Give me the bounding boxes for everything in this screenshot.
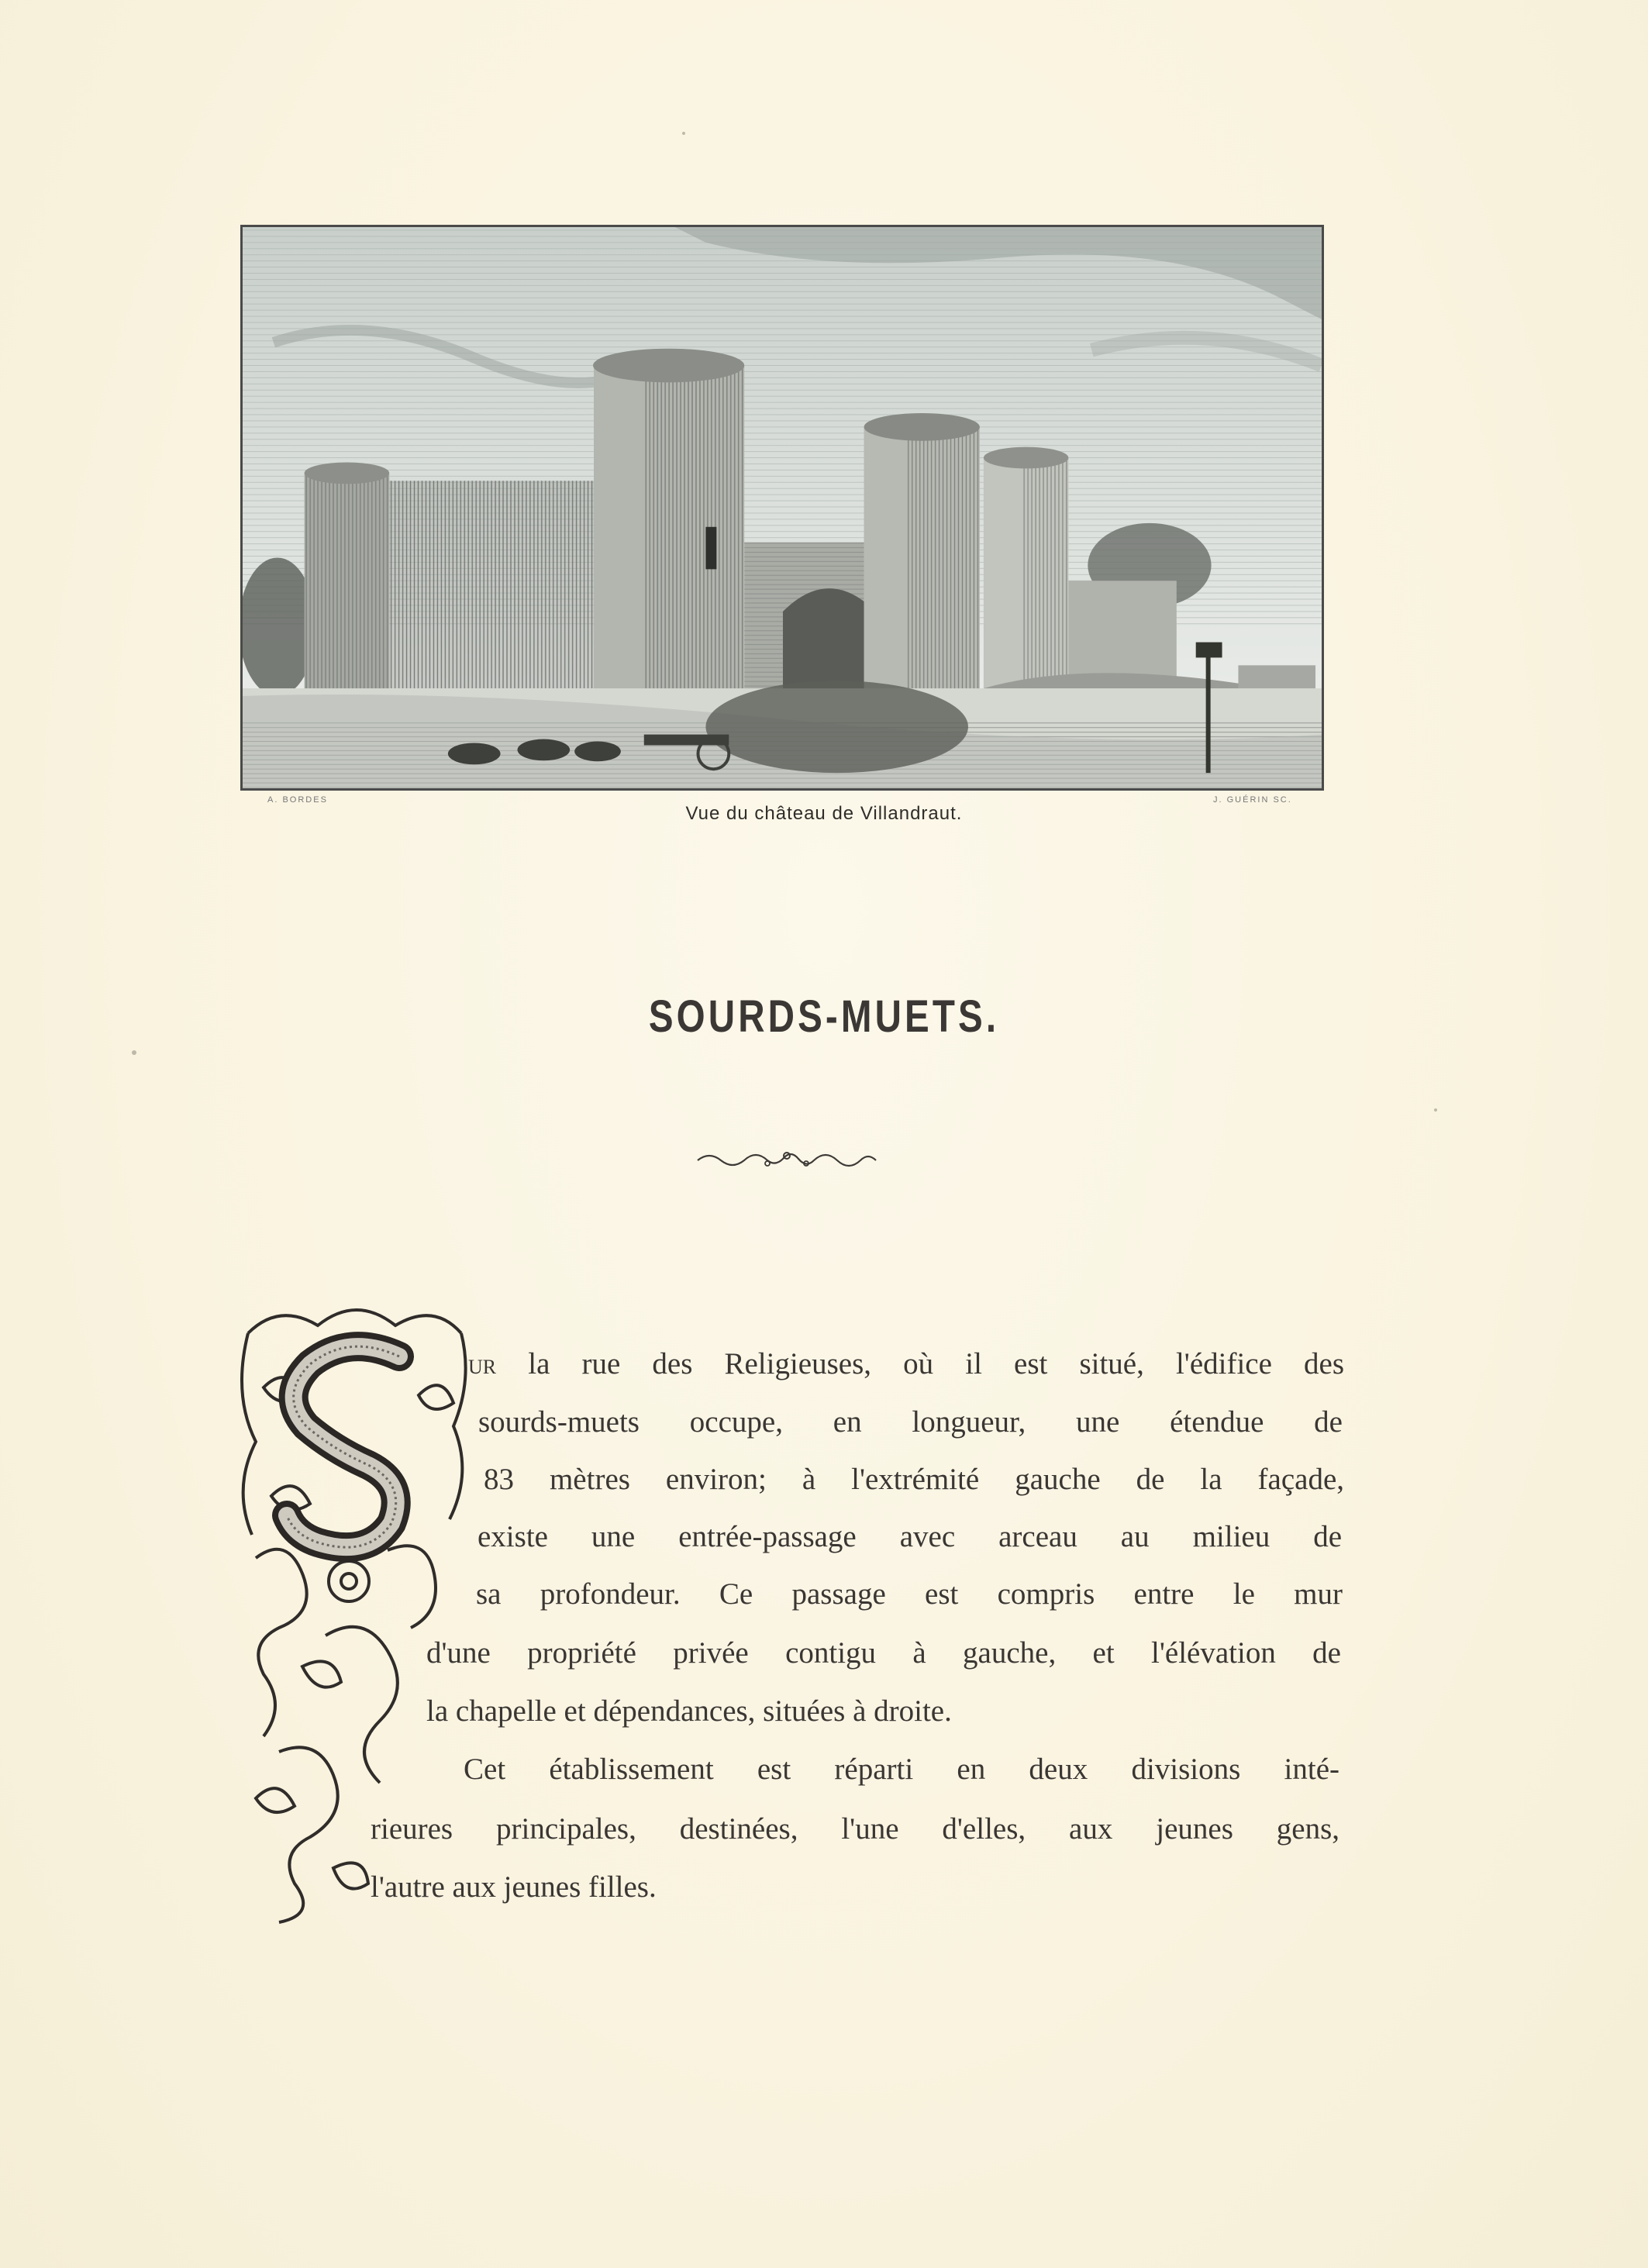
chateau-engraving xyxy=(240,225,1324,791)
engraver-credit-right: J. GUÉRIN SC. xyxy=(1213,795,1292,805)
paper-speck xyxy=(1434,1108,1437,1112)
page-title: SOURDS-MUETS. xyxy=(648,991,1000,1042)
text-line-8: Cet établissement est réparti en deux divisions inté- xyxy=(464,1753,1339,1786)
text-line-7: la chapelle et dépendances, situées à droite. xyxy=(426,1694,952,1728)
text-line-2: sourds-muets occupe, en longueur, une étendue de xyxy=(478,1405,1343,1439)
text-line-1 xyxy=(468,1345,1344,1384)
paper-speck xyxy=(132,1050,136,1055)
text-line-3: 83 mètres environ; à l'extrémité gauche de la façade, xyxy=(484,1463,1344,1496)
image-caption: Vue du château de Villandraut. xyxy=(685,803,963,824)
text-line-5: sa profondeur. Ce passage est compris entre le mur xyxy=(476,1577,1343,1611)
text-line-10: l'autre aux jeunes filles. xyxy=(371,1870,657,1904)
text-line-6: d'une propriété privée contigu à gauche, et l'élévation de xyxy=(426,1636,1341,1670)
text-line-9: rieures principales, destinées, l'une d'elles, aux jeunes gens, xyxy=(371,1812,1339,1846)
text-line-1-body: la rue des Religieuses, où il est situé, l'édifice des xyxy=(496,1347,1344,1380)
first-word-small-caps: ur xyxy=(468,1349,497,1380)
text-line-4: existe une entrée-passage avec arceau au milieu de xyxy=(478,1520,1342,1553)
paper-speck xyxy=(682,132,685,135)
engraver-credit-left: A. BORDES xyxy=(267,795,328,805)
flourish-divider-icon xyxy=(694,1143,880,1174)
chateau-illustration xyxy=(243,227,1322,788)
